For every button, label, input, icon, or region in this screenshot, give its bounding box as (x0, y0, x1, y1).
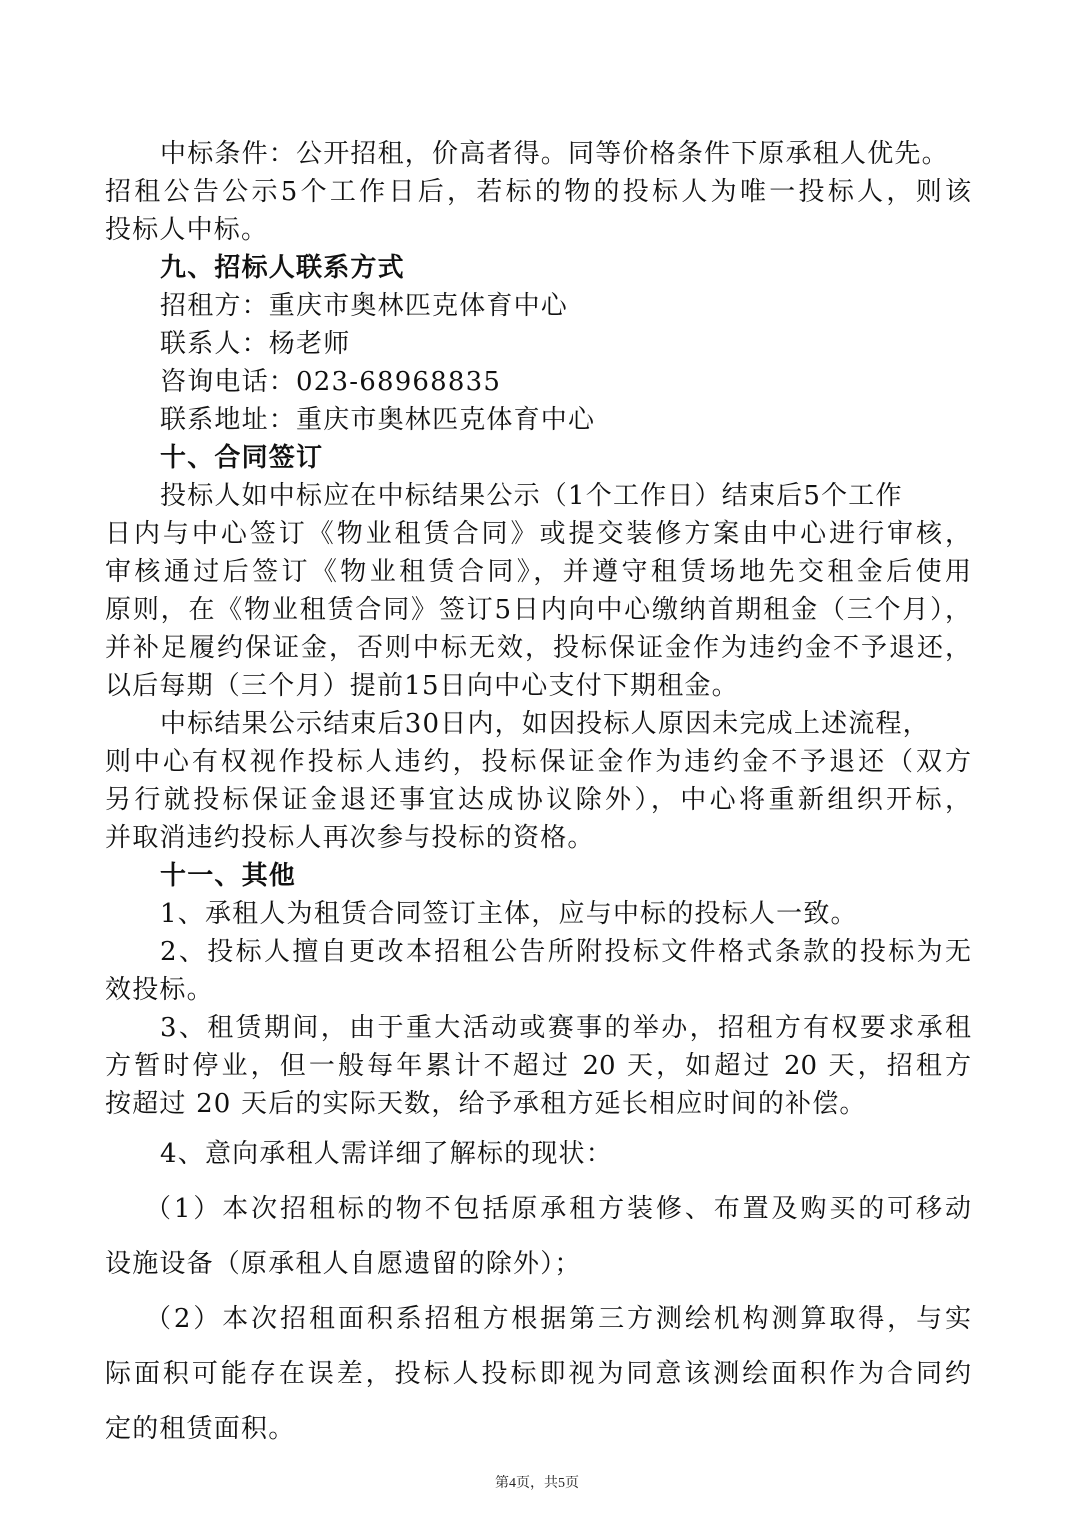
other-4-2-line-3: 定的租赁面积。 (105, 1414, 296, 1444)
other-3-line-2: 方暂时停业，但一般每年累计不超过 20 天，如超过 20 天，招租方 (105, 1051, 971, 1081)
award-conditions-line-1: 中标条件：公开招租，价高者得。同等价格条件下原承租人优先。 (160, 139, 949, 169)
other-1-line-1: 1、承租人为租赁合同签订主体，应与中标的投标人一致。 (160, 899, 858, 929)
contact-lessor: 招租方：重庆市奥林匹克体育中心 (160, 291, 569, 321)
award-conditions-line-2: 招租公告公示5个工作日后，若标的物的投标人为唯一投标人，则该 (105, 177, 971, 207)
contract-para-2-line-4: 并取消违约投标人再次参与投标的资格。 (105, 823, 595, 853)
section-10-heading: 十、合同签订 (160, 443, 324, 473)
contract-para-1-line-1: 投标人如中标应在中标结果公示（1个工作日）结束后5个工作 (160, 481, 903, 511)
other-3-line-3: 按超过 20 天后的实际天数，给予承租方延长相应时间的补偿。 (105, 1089, 867, 1119)
page-number-footer: 第4页，共5页 (495, 1476, 579, 1491)
other-4-1-line-1: （1）本次招租标的物不包括原承租方装修、布置及购买的可移动 (145, 1194, 971, 1224)
section-11-heading: 十一、其他 (160, 861, 297, 891)
other-3-line-1: 3、租赁期间，由于重大活动或赛事的举办，招租方有权要求承租 (160, 1013, 971, 1043)
contract-para-2-line-2: 则中心有权视作投标人违约，投标保证金作为违约金不予退还（双方 (105, 747, 971, 777)
other-4-line-1: 4、意向承租人需详细了解标的现状： (160, 1139, 613, 1169)
section-9-heading: 九、招标人联系方式 (160, 253, 405, 283)
contract-para-2-line-1: 中标结果公示结束后30日内，如因投标人原因未完成上述流程， (160, 709, 930, 739)
award-conditions-line-3: 投标人中标。 (105, 215, 269, 245)
other-2-line-2: 效投标。 (105, 975, 214, 1005)
contact-phone: 咨询电话：023-68968835 (160, 367, 502, 397)
other-4-2-line-2: 际面积可能存在误差，投标人投标即视为同意该测绘面积作为合同约 (105, 1359, 971, 1389)
other-4-2-line-1: （2）本次招租面积系招租方根据第三方测绘机构测算取得，与实 (145, 1304, 971, 1334)
contract-para-1-line-3: 审核通过后签订《物业租赁合同》，并遵守租赁场地先交租金后使用 (105, 557, 971, 587)
other-2-line-1: 2、投标人擅自更改本招租公告所附投标文件格式条款的投标为无 (160, 937, 971, 967)
contract-para-1-line-4: 原则，在《物业租赁合同》签订5日内向中心缴纳首期租金（三个月）， (105, 595, 971, 625)
contact-address: 联系地址：重庆市奥林匹克体育中心 (160, 405, 596, 435)
contract-para-1-line-5: 并补足履约保证金，否则中标无效，投标保证金作为违约金不予退还， (105, 633, 971, 663)
contact-person: 联系人：杨老师 (160, 329, 351, 359)
contract-para-1-line-6: 以后每期（三个月）提前15日向中心支付下期租金。 (105, 671, 739, 701)
contract-para-1-line-2: 日内与中心签订《物业租赁合同》或提交装修方案由中心进行审核， (105, 519, 971, 549)
other-4-1-line-2: 设施设备（原承租人自愿遗留的除外）； (105, 1249, 582, 1279)
contract-para-2-line-3: 另行就投标保证金退还事宜达成协议除外），中心将重新组织开标， (105, 785, 971, 815)
